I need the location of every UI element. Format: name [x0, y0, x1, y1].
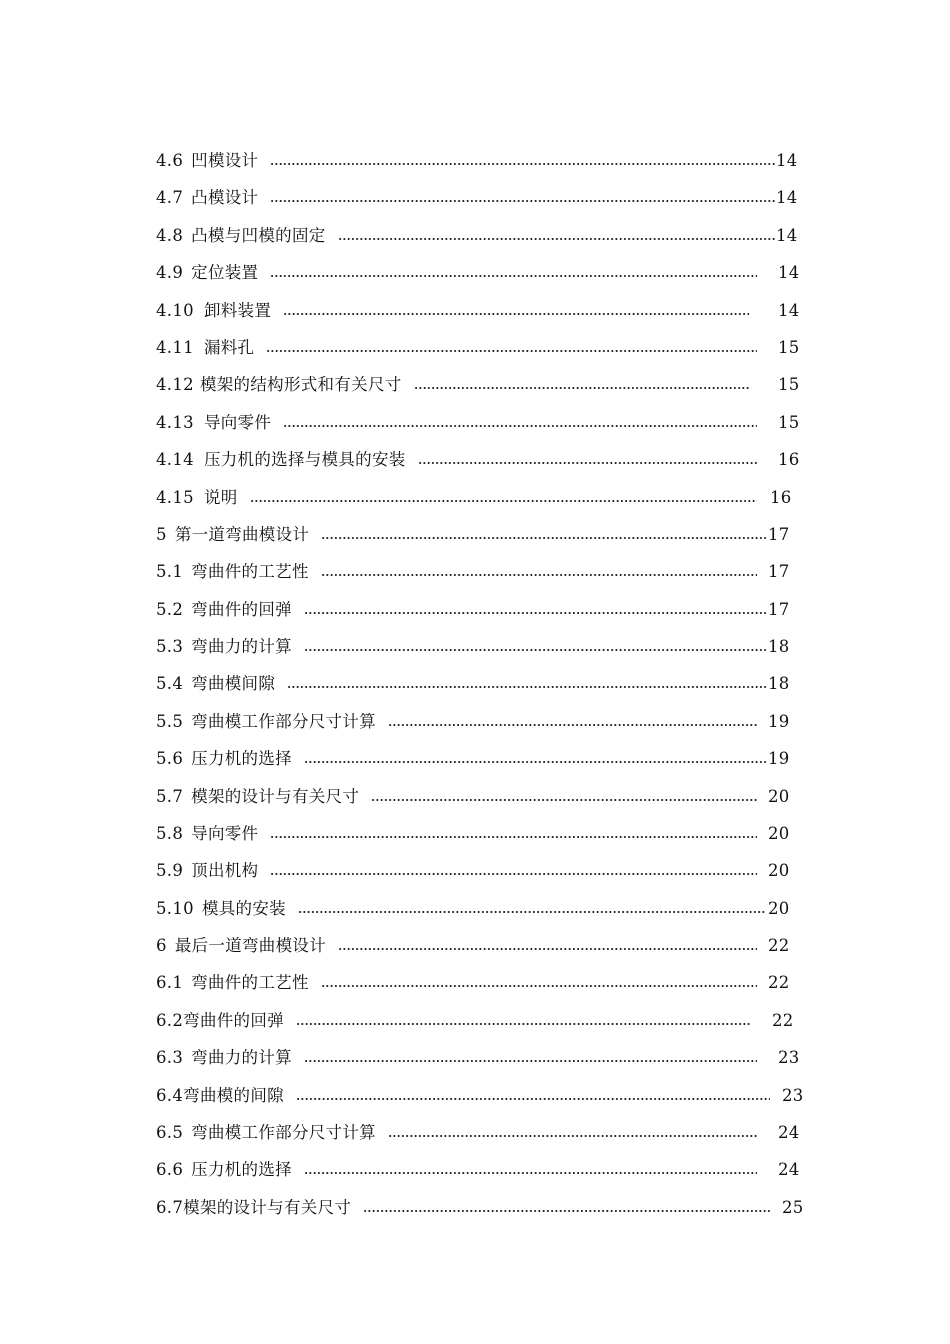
toc-entry-page-number: 17 — [768, 600, 790, 619]
dot-leader — [270, 163, 775, 165]
toc-entry-page-number: 14 — [778, 301, 800, 320]
toc-entry-page-number: 15 — [778, 413, 800, 432]
toc-entry-number: 6.2 — [156, 1011, 184, 1030]
toc-entry-page-number: 22 — [768, 973, 790, 992]
toc-entry[interactable] — [156, 409, 800, 433]
toc-entry-number: 5.8 — [156, 824, 184, 843]
toc-entry-number: 5 — [156, 525, 167, 544]
toc-entry[interactable] — [156, 334, 800, 358]
toc-entry-number: 4.10 — [156, 301, 194, 320]
toc-entry-title: 压力机的选择 — [191, 1160, 292, 1179]
dot-leader — [418, 462, 757, 464]
toc-entry-page-number: 20 — [768, 861, 790, 880]
toc-entry-page-number: 24 — [778, 1160, 800, 1179]
dot-leader — [250, 500, 757, 502]
toc-entry-number: 4.11 — [156, 338, 194, 357]
toc-entry[interactable] — [156, 895, 800, 919]
toc-entry-number: 5.4 — [156, 674, 184, 693]
toc-entry-number: 5.9 — [156, 861, 184, 880]
toc-entry-title: 弯曲件的工艺性 — [191, 973, 309, 992]
toc-entry-number: 6.3 — [156, 1048, 184, 1067]
toc-entry-title: 定位装置 — [191, 263, 259, 282]
toc-entry-number: 4.14 — [156, 450, 194, 469]
toc-entry-title: 凹模设计 — [191, 151, 259, 170]
dot-leader — [270, 873, 757, 875]
toc-entry[interactable] — [156, 1082, 804, 1106]
toc-entry[interactable] — [156, 708, 800, 732]
toc-entry[interactable] — [156, 820, 800, 844]
dot-leader — [266, 350, 757, 352]
toc-entry-page-number: 22 — [772, 1011, 794, 1030]
toc-entry-title: 弯曲模间隙 — [191, 674, 276, 693]
toc-entry[interactable] — [156, 297, 800, 321]
dot-leader — [270, 836, 757, 838]
toc-entry[interactable] — [156, 1119, 800, 1143]
toc-entry-title: 导向零件 — [203, 413, 272, 432]
toc-entry[interactable] — [156, 1007, 800, 1031]
toc-entry[interactable] — [156, 969, 800, 993]
dot-leader — [371, 799, 757, 801]
toc-entry-title: 弯曲件的回弹 — [183, 1011, 284, 1030]
toc-entry-number: 5.5 — [156, 712, 184, 731]
dot-leader — [304, 761, 766, 763]
dot-leader — [270, 200, 775, 202]
toc-entry-page-number: 18 — [768, 637, 790, 656]
dot-leader — [363, 1210, 770, 1212]
dot-leader — [270, 275, 757, 277]
toc-entry-page-number: 19 — [768, 712, 790, 731]
toc-entry-title: 模架的结构形式和有关尺寸 — [199, 375, 402, 394]
toc-entry-page-number: 16 — [770, 488, 792, 507]
toc-entry-number: 5.10 — [156, 899, 194, 918]
toc-entry-number: 6 — [156, 936, 167, 955]
toc-entry-page-number: 14 — [776, 188, 798, 207]
toc-entry-number: 6.7 — [156, 1198, 184, 1217]
toc-entry-number: 5.2 — [156, 600, 184, 619]
toc-entry-number: 4.8 — [156, 226, 184, 245]
toc-entry-number: 4.9 — [156, 263, 184, 282]
toc-entry[interactable] — [156, 484, 800, 508]
toc-entry-title: 最后一道弯曲模设计 — [174, 936, 327, 955]
toc-entry-page-number: 19 — [768, 749, 790, 768]
dot-leader — [338, 238, 775, 240]
toc-entry-page-number: 22 — [768, 936, 790, 955]
toc-entry-page-number: 23 — [778, 1048, 800, 1067]
toc-entry-title: 弯曲力的计算 — [191, 1048, 292, 1067]
dot-leader — [304, 1172, 757, 1174]
toc-entry-page-number: 17 — [768, 562, 790, 581]
toc-entry-page-number: 15 — [778, 338, 800, 357]
toc-entry-number: 6.6 — [156, 1160, 184, 1179]
toc-entry-number: 6.1 — [156, 973, 184, 992]
toc-entry[interactable] — [156, 1194, 804, 1218]
toc-entry-number: 6.5 — [156, 1123, 184, 1142]
toc-entry-title: 弯曲模工作部分尺寸计算 — [191, 1123, 376, 1142]
toc-entry-number: 4.12 — [156, 375, 194, 394]
toc-entry[interactable] — [156, 932, 800, 956]
toc-entry-number: 5.3 — [156, 637, 184, 656]
toc-entry-number: 5.7 — [156, 787, 184, 806]
dot-leader — [283, 313, 749, 315]
toc-entry-page-number: 14 — [776, 151, 798, 170]
toc-entry-number: 4.6 — [156, 151, 184, 170]
toc-entry-title: 卸料装置 — [203, 301, 272, 320]
toc-entry[interactable] — [156, 222, 800, 246]
toc-entry-title: 弯曲模工作部分尺寸计算 — [191, 712, 376, 731]
dot-leader — [321, 985, 757, 987]
toc-entry[interactable] — [156, 259, 800, 283]
toc-entry-title: 压力机的选择 — [191, 749, 292, 768]
toc-entry-title: 弯曲模的间隙 — [183, 1086, 284, 1105]
toc-entry-title: 模具的安装 — [201, 899, 286, 918]
toc-entry-title: 导向零件 — [191, 824, 259, 843]
dot-leader — [304, 612, 766, 614]
toc-entry-page-number: 20 — [768, 899, 790, 918]
toc-entry[interactable] — [156, 670, 800, 694]
dot-leader — [388, 1135, 757, 1137]
toc-entry[interactable] — [156, 147, 800, 171]
toc-entry-number: 4.13 — [156, 413, 194, 432]
dot-leader — [414, 387, 749, 389]
dot-leader — [304, 649, 766, 651]
toc-entry-number: 5.1 — [156, 562, 184, 581]
toc-entry-title: 漏料孔 — [203, 338, 255, 357]
toc-entry-number: 4.15 — [156, 488, 194, 507]
dot-leader — [296, 1023, 751, 1025]
toc-entry-page-number: 14 — [776, 226, 798, 245]
toc-entry[interactable] — [156, 446, 800, 470]
toc-entry-title: 凸模设计 — [191, 188, 259, 207]
toc-entry-page-number: 18 — [768, 674, 790, 693]
dot-leader — [321, 574, 757, 576]
toc-entry[interactable] — [156, 184, 800, 208]
toc-entry[interactable] — [156, 558, 800, 582]
toc-entry-title: 弯曲件的工艺性 — [191, 562, 309, 581]
toc-entry-page-number: 16 — [778, 450, 800, 469]
dot-leader — [287, 686, 766, 688]
dot-leader — [388, 724, 757, 726]
toc-entry[interactable] — [156, 596, 800, 620]
toc-entry[interactable] — [156, 371, 800, 395]
toc-entry[interactable] — [156, 1156, 800, 1180]
dot-leader — [338, 948, 757, 950]
dot-leader — [304, 1060, 757, 1062]
toc-entry-title: 弯曲件的回弹 — [191, 600, 292, 619]
toc-entry-title: 第一道弯曲模设计 — [174, 525, 310, 544]
toc-entry-title: 弯曲力的计算 — [191, 637, 292, 656]
dot-leader — [296, 1098, 770, 1100]
toc-entry-number: 6.4 — [156, 1086, 184, 1105]
toc-entry[interactable] — [156, 857, 800, 881]
toc-entry[interactable] — [156, 1044, 800, 1068]
dot-leader — [283, 425, 757, 427]
toc-entry-page-number: 15 — [778, 375, 800, 394]
toc-entry[interactable] — [156, 783, 800, 807]
toc-entry-page-number: 23 — [782, 1086, 804, 1105]
toc-entry-title: 模架的设计与有关尺寸 — [183, 1198, 352, 1217]
toc-entry-title: 说明 — [203, 488, 238, 507]
toc-entry[interactable] — [156, 745, 800, 769]
toc-entry[interactable] — [156, 521, 800, 545]
toc-entry-title: 压力机的选择与模具的安装 — [203, 450, 406, 469]
toc-entry-page-number: 20 — [768, 787, 790, 806]
dot-leader — [298, 911, 766, 913]
toc-entry-page-number: 25 — [782, 1198, 804, 1217]
toc-entry-title: 模架的设计与有关尺寸 — [191, 787, 360, 806]
toc-entry-number: 5.6 — [156, 749, 184, 768]
toc-entry-page-number: 20 — [768, 824, 790, 843]
toc-entry-number: 4.7 — [156, 188, 184, 207]
toc-entry-page-number: 17 — [768, 525, 790, 544]
toc-entry-page-number: 24 — [778, 1123, 800, 1142]
toc-entry-title: 凸模与凹模的固定 — [191, 226, 326, 245]
toc-entry-page-number: 14 — [778, 263, 800, 282]
toc-entry[interactable] — [156, 633, 800, 657]
dot-leader — [321, 537, 766, 539]
toc-entry-title: 顶出机构 — [191, 861, 259, 880]
